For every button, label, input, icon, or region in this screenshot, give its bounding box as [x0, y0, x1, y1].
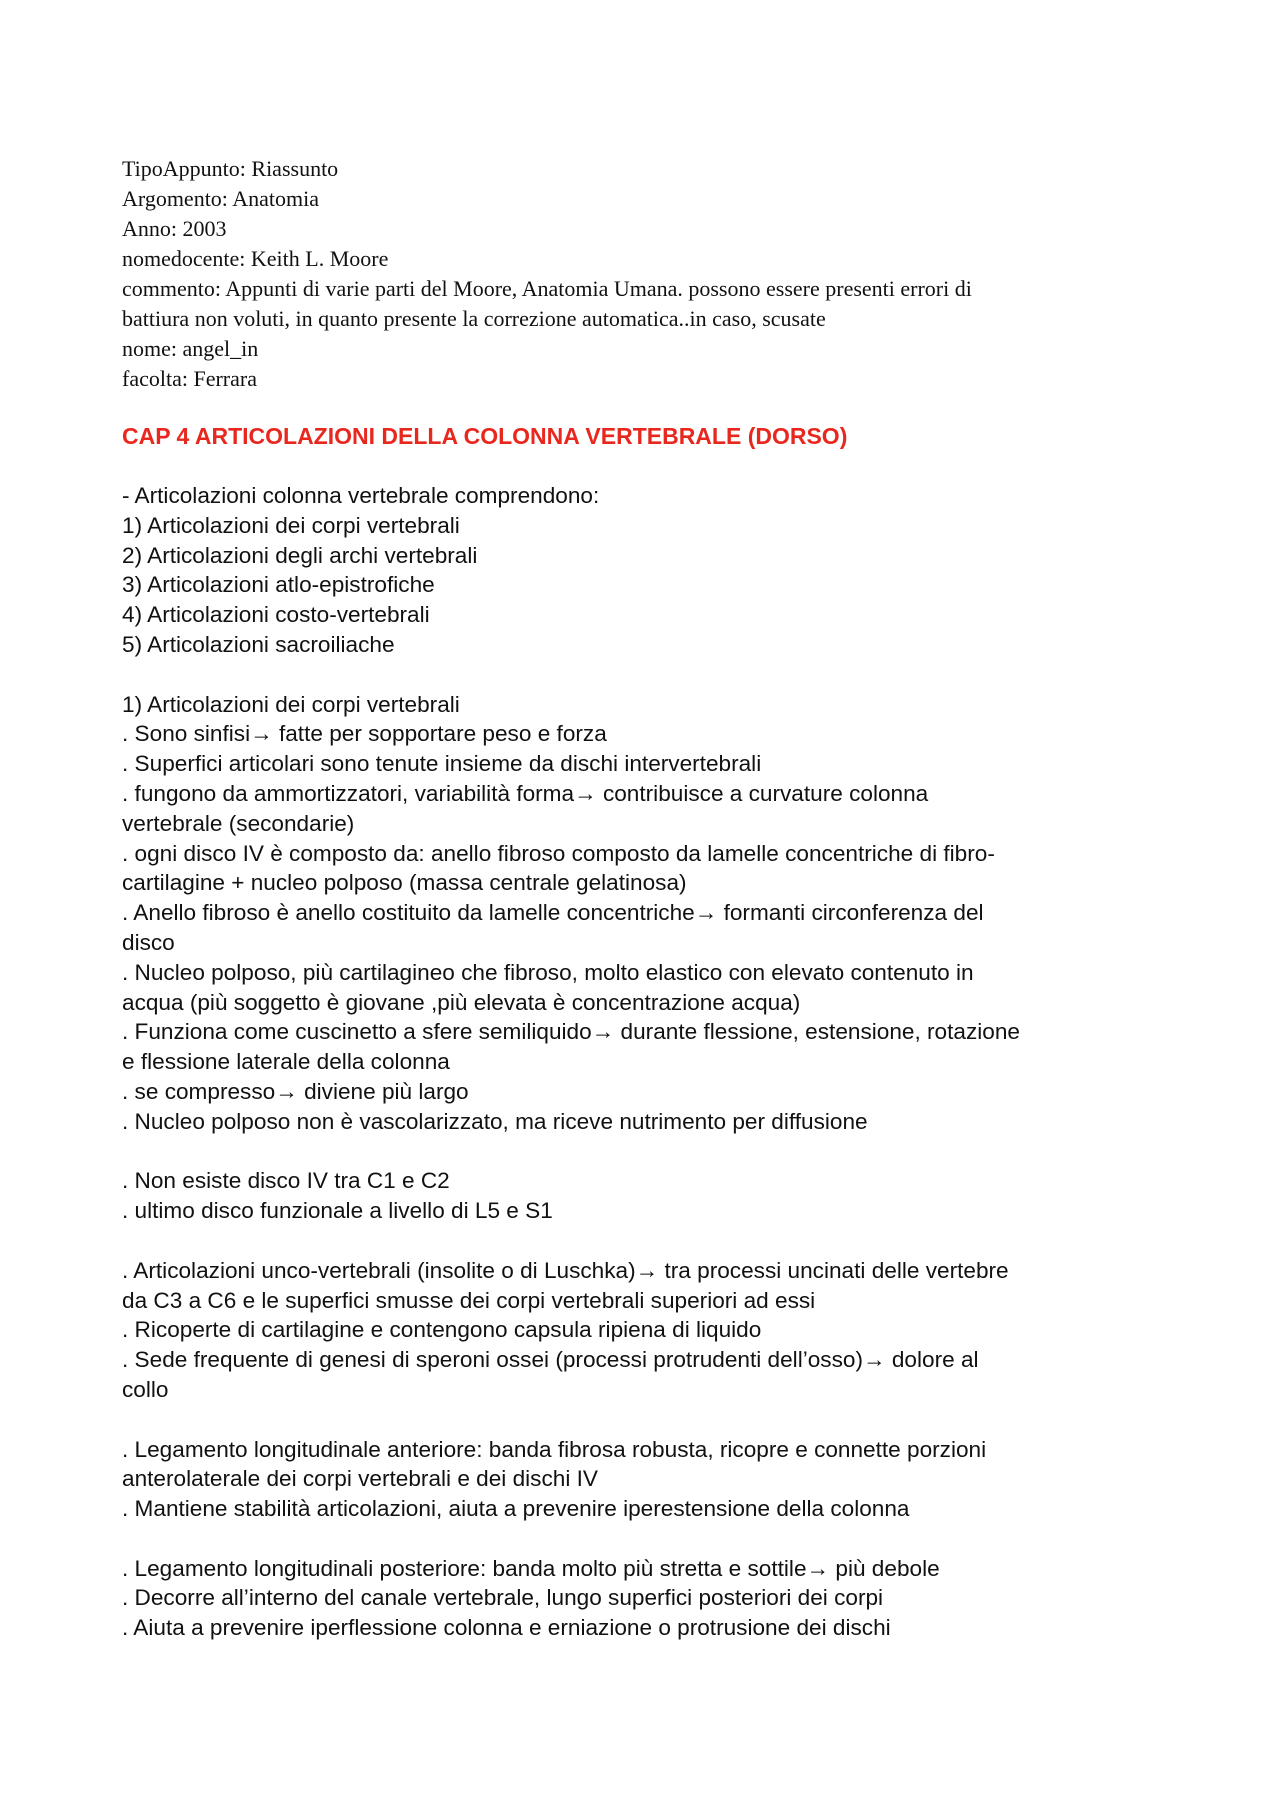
body-line: . Aiuta a prevenire iperflessione colonna e erniazione o protrusione dei dischi [122, 1615, 891, 1641]
paragraph-gap [122, 1405, 1167, 1435]
body-line: da C3 a C6 e le superfici smusse dei corpi vertebrali superiori ad essi [122, 1287, 816, 1313]
body-line: 1) Articolazioni dei corpi vertebrali [122, 512, 460, 538]
body-line: . Superfici articolari sono tenute insieme da dischi intervertebrali [122, 751, 762, 777]
body-line: . ogni disco IV è composto da: anello fibroso composto da lamelle concentriche di fibro- [122, 840, 995, 866]
body-line: . Decorre all’interno del canale vertebrale, lungo superfici posteriori dei corpi [122, 1585, 884, 1611]
body-line: 4) Articolazioni costo-vertebrali [122, 602, 430, 628]
meta-anno: Anno: 2003 [122, 216, 227, 241]
meta-commento: commento: Appunti di varie parti del Moore, Anatomia Umana. possono essere presenti errori di [122, 276, 972, 301]
body-line: . Ricoperte di cartilagine e contengono capsula ripiena di liquido [122, 1317, 762, 1343]
body-line: . Articolazioni unco-vertebrali (insolite o di Luschka)→ tra processi uncinati delle vertebre [122, 1257, 1009, 1283]
meta-commento-cont: battiura non voluti, in quanto presente la correzione automatica..in caso, scusate [122, 306, 826, 331]
meta-argomento: Argomento: Anatomia [122, 186, 319, 211]
body-line: . se compresso→ diviene più largo [122, 1078, 469, 1104]
body-line: - Articolazioni colonna vertebrale comprendono: [122, 483, 600, 508]
body-line: collo [122, 1376, 169, 1402]
paragraph-gap [122, 660, 1167, 690]
body-line: . Sono sinfisi→ fatte per sopportare peso e forza [122, 721, 607, 747]
meta-tipo-appunto: TipoAppunto: Riassunto [122, 156, 339, 181]
body-line: . ultimo disco funzionale a livello di L5 e S1 [122, 1198, 553, 1224]
body-line: . Sede frequente di genesi di speroni ossei (processi protrudenti dell’osso)→ dolore al [122, 1347, 979, 1373]
body-line: vertebrale (secondarie) [122, 810, 355, 836]
paragraph-gap [122, 1137, 1167, 1167]
body-line: e flessione laterale della colonna [122, 1049, 450, 1075]
body-line: 1) Articolazioni dei corpi vertebrali [122, 691, 460, 717]
body-line: . fungono da ammortizzatori, variabilità forma→ contribuisce a curvature colonna [122, 780, 929, 806]
body-line: acqua (più soggetto è giovane ,più elevata è concentrazione acqua) [122, 989, 801, 1015]
body-line: . Nucleo polposo, più cartilagineo che fibroso, molto elastico con elevato contenuto in [122, 959, 974, 985]
body-line: 2) Articolazioni degli archi vertebrali [122, 542, 478, 568]
body-line: . Nucleo polposo non è vascolarizzato, ma riceve nutrimento per diffusione [122, 1108, 868, 1134]
body-line: . Funziona come cuscinetto a sfere semiliquido→ durante flessione, estensione, rotazione [122, 1019, 1020, 1045]
body-line: 5) Articolazioni sacroiliache [122, 631, 395, 657]
body-line: . Legamento longitudinali posteriore: banda molto più stretta e sottile→ più debole [122, 1555, 940, 1581]
paragraph-gap [122, 1226, 1167, 1256]
body-line: 3) Articolazioni atlo-epistrofiche [122, 572, 435, 598]
body-line: . Legamento longitudinale anteriore: banda fibrosa robusta, ricopre e connette porzioni [122, 1436, 987, 1462]
meta-facolta: facolta: Ferrara [122, 366, 257, 391]
body-line: anterolaterale dei corpi vertebrali e dei dischi IV [122, 1466, 598, 1492]
body-line: . Anello fibroso è anello costituito da lamelle concentriche→ formanti circonferenza del [122, 900, 984, 926]
body-text [122, 481, 1167, 1643]
body-line: disco [122, 929, 175, 955]
paragraph-gap [122, 1524, 1167, 1554]
meta-nomedocente: nomedocente: Keith L. Moore [122, 246, 389, 271]
body-line: . Non esiste disco IV tra C1 e C2 [122, 1168, 450, 1194]
meta-nome: nome: angel_in [122, 336, 259, 361]
metadata-block [122, 154, 1162, 394]
chapter-title: CAP 4 ARTICOLAZIONI DELLA COLONNA VERTEBRALE (DORSO) [122, 423, 848, 449]
body-line: cartilagine + nucleo polposo (massa centrale gelatinosa) [122, 870, 687, 896]
body-line: . Mantiene stabilità articolazioni, aiuta a prevenire iperestensione della colonna [122, 1496, 910, 1522]
